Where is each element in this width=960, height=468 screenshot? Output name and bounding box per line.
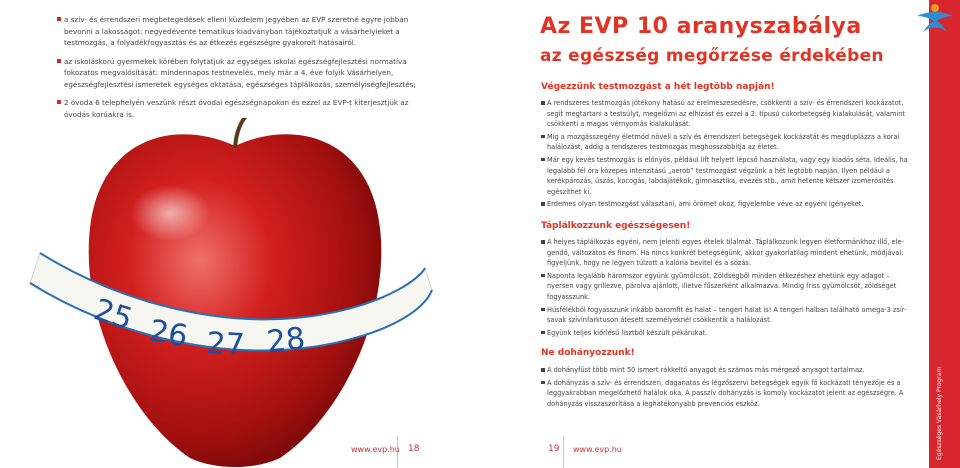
section-body-exercise [541,98,909,212]
list-item [541,328,909,339]
section-heading-nutrition: Táplálkozzunk egészségesen! [541,221,691,231]
list-item [57,97,427,120]
section-heading-smoking: Ne dohányozzunk! [541,348,635,358]
bullet-square-icon [541,158,545,162]
section-body-nutrition [541,237,909,340]
sidebar-program-label: Egészséges Vásárhely Program [936,366,943,460]
list-item [541,199,909,210]
list-item [541,155,909,197]
list-item [541,98,909,130]
bullet-square-icon [57,17,61,21]
bullet-text: a szív- és érrendszeri megbetegedések elleni küzdelem jegyében az EVP szeretné egyre jobban bevonni a lakosságot: negyedévente tematikus kiadványban tájékoztatjuk a vásárhelyieket a testmozgás, a folyadékfogyasztás és az étkezés egészségre gyakorolt hatásairól. [64,15,409,47]
bullet-text: Naponta legalább háromszor együnk gyümölcsöt. Zöldségből minden étkezéshez ehetünk egy adagot – nyersen vagy grillezve, párolva ajánlott, illetve fűszerként alkalmazva. Mindig friss gyümölcsöt, zöldséget fogyasszunk. [547,271,897,301]
footer-url-link[interactable]: www.evp.hu [573,445,622,454]
bullet-text: Húsfélékből fogyasszunk inkább baromfit és halat – tengeri halat is! A tengeri halban található omega-3 zsírsavak szívinfarktuson átesett személyeknél csökkentik a halálozást. [547,305,907,325]
section-heading-exercise: Végezzünk testmozgást a hét legtöbb napján! [541,82,775,92]
bullet-square-icon [541,101,545,105]
tape-number: 27 [205,326,246,363]
bullet-text: az iskoláskorú gyermekek körében folytatjuk az egységes iskolai egészségfejlesztési normatíva fokozatos megvalósítását: mindennapos testnevelés, mely már a 4. éve folyik Vásárhelyen, egészségfejlesztési ismeretek egységes oktatása, egészséges táplálkozás, személyiségfejlesztés; [64,56,416,89]
bullet-text: Már egy kevés testmozgás is előnyös, például lift helyett lépcső használata, vagy egy kiadós séta. Ideális, ha legalább fél óra közepes intenzitású „aerob” testmozgást végzünk a hét legtöbb napján. Ilyen például a kerékpározás, úszás, kocogás, labdajátékok, gimnasztika, evezés stb., amit hetente kétszer izomerősítés egészíthet ki. [547,155,908,196]
tape-number: 26 [146,313,191,355]
bullet-text: A dohányfüst több mint 50 ismert rákkeltő anyagot és számos más mérgező anyagot tartalmaz. [547,366,865,374]
list-item [57,14,427,49]
bullet-square-icon [57,100,61,104]
list-item [541,132,909,153]
left-bullet-list [57,14,427,127]
bullet-text: Érdemes olyan testmozgást választani, ami örömet okoz, figyelembe véve az egyéni igényeket. [547,200,864,209]
list-item [541,305,909,326]
bullet-square-icon [541,368,545,372]
footer-url-link[interactable]: www.evp.hu [351,445,400,454]
bullet-square-icon [541,308,545,312]
bullet-square-icon [541,381,545,385]
evp-logo-icon [913,2,957,34]
list-item [57,56,427,91]
bullet-text: A helyes táplálkozás egyéni, nem jelenti egyes ételek tilalmát. Táplálkozunk legyen életformánkhoz illő, elegendő, változatos és finom. Ha nincs konkrét betegségünk, akkor gyakorlatilag mindent ehetünk, módjával: figyeljünk, hogy ne legyen túlzott a kalória bevitel és a sózás. [547,238,904,268]
tape-number: 25 [89,292,137,338]
bullet-square-icon [541,135,545,139]
list-item [541,378,909,410]
page-number: 18 [408,444,420,454]
page-number: 19 [548,444,560,454]
page-title: Az EVP 10 aranyszabálya [540,14,862,39]
bullet-text: A dohányzás a szív- és érrendszeri, daganatos és légzőszervi betegségek egyik fő kockázati tényezője és a leggyakrabban megelőzhető halálok oka. A passzív dohányzás is komoly kockázatot jelent az egészségre. A dohányzás visszaszorítása a leghatékonyabb prevenciós eszköz. [547,378,904,408]
bullet-square-icon [57,59,61,63]
sidebar-color-strip [929,0,960,468]
bullet-square-icon [541,331,545,335]
bullet-square-icon [541,274,545,278]
list-item [541,271,909,303]
list-item [541,237,909,269]
tape-number: 28 [265,321,307,360]
bullet-text: 2 óvoda 6 telephelyén veszünk részt óvodai egészségnapokon és ezzel az EVP-t kiterjesztjük az óvodás korúakra is. [64,98,409,119]
bullet-text: A rendszeres testmozgás jótékony hatású az érelmeszesedésre, csökkenti a szív- és érrendszeri kockázatot, segít megtartani a testsúlyt, megelőzni az elhízást és ezzel a 2. típusú cukorbetegség kialakulását, valamint csökkenti a magas vérnyomás kialakulását. [547,99,905,129]
apple-with-tape-measure-image [0,118,470,468]
section-body-smoking [541,365,909,411]
footer-divider [563,436,564,468]
list-item [541,365,909,376]
page-subtitle: az egészség megőrzése érdekében [540,46,884,66]
bullet-text: Míg a mozgásszegény életmód növeli a szív és érrendszeri betegségek kockázatát és megduplázza a korai halálozást, addig a rendszeres testmozgás meghosszabbítja az életet. [547,132,900,152]
bullet-square-icon [541,240,545,244]
right-page [480,0,960,468]
bullet-square-icon [541,202,545,206]
bullet-text: Együnk teljes kiőrlésű lisztből készült pékárukat. [547,328,708,337]
